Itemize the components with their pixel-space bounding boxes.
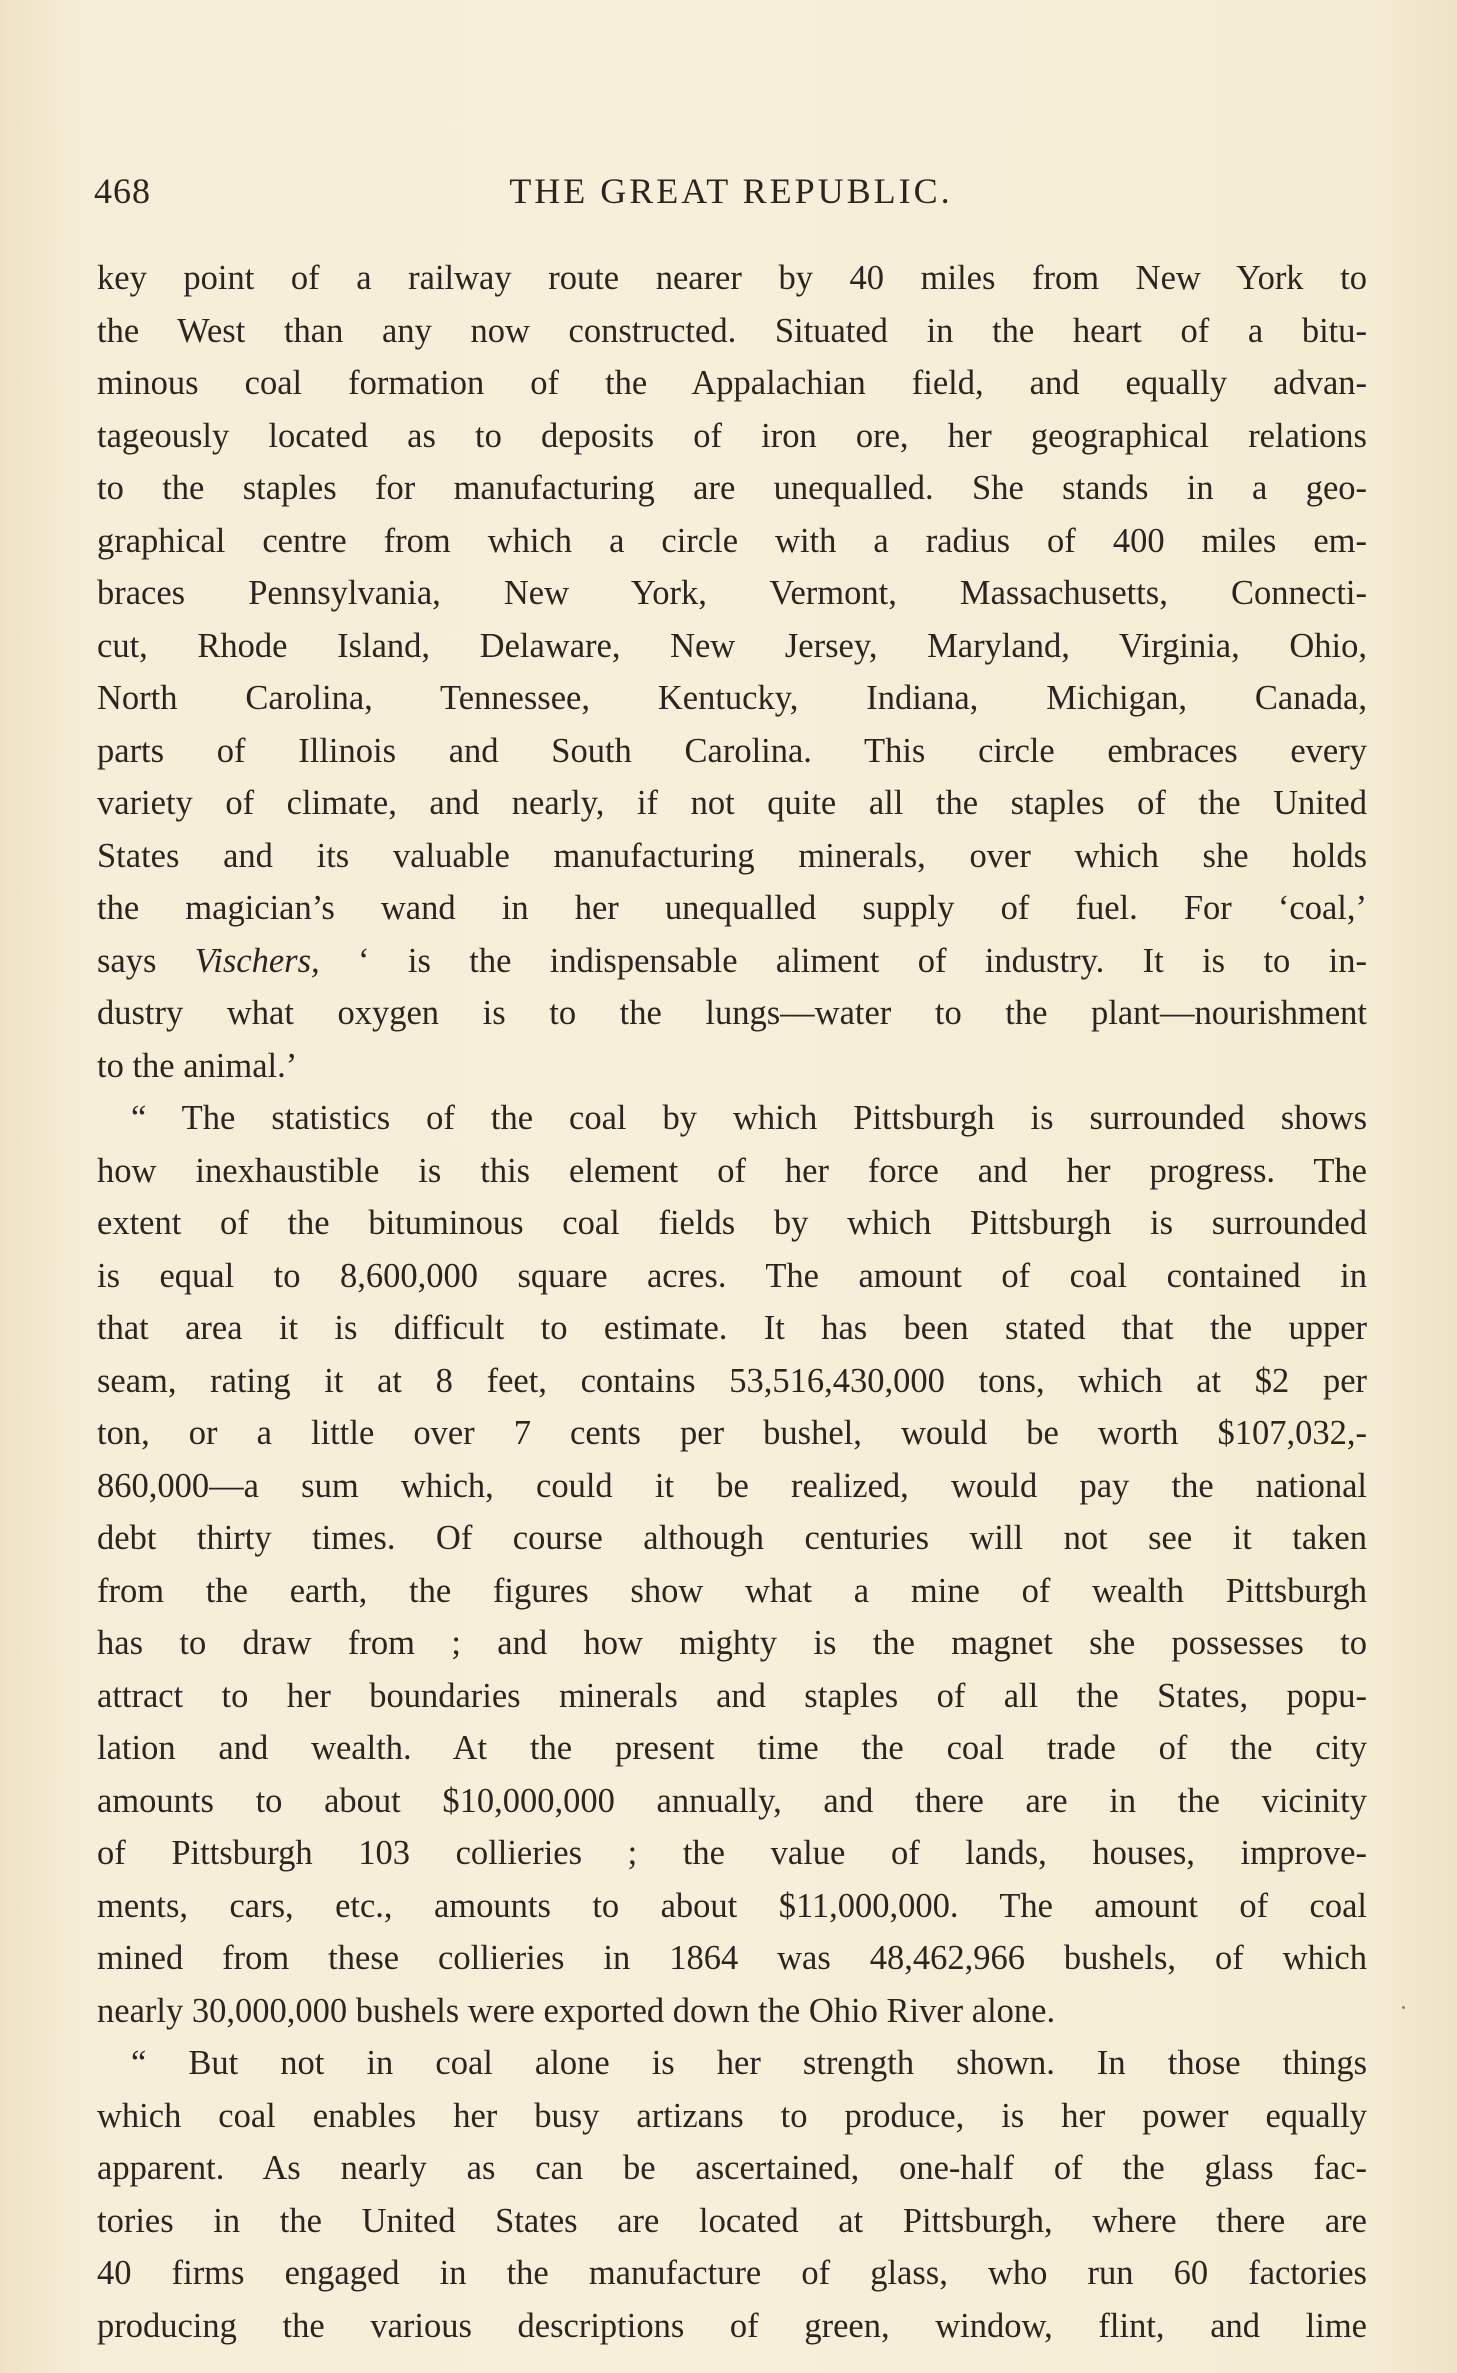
text-line: nearly 30,000,000 bushels were exported down the Ohio River alone.	[97, 1991, 1056, 2030]
text-line: that area it is difficult to estimate. It has been stated that the upper	[97, 1309, 1367, 1347]
margin-speck-mark	[1402, 2006, 1405, 2009]
text-line: States and its valuable manufacturing minerals, over which she holds	[97, 836, 1367, 875]
text-line: how inexhaustible is this element of her force and her progress. The	[97, 1151, 1367, 1190]
running-head: THE GREAT REPUBLIC.	[509, 171, 953, 211]
text-run: ‘ is the indispensable aliment of industry. It is to in-	[319, 941, 1367, 980]
text-line: producing the various descriptions of green, window, flint, and lime	[97, 2306, 1367, 2345]
text-run: says	[97, 941, 195, 980]
text-line: has to draw from ; and how mighty is the magnet she possesses to	[97, 1624, 1367, 1662]
paragraph-first-line: “ The statistics of the coal by which Pittsburgh is surrounded shows	[131, 1099, 1367, 1137]
text-line: cut, Rhode Island, Delaware, New Jersey, Maryland, Virginia, Ohio,	[97, 626, 1367, 665]
text-line: tageously located as to deposits of iron ore, her geographical relations	[97, 416, 1367, 455]
text-line: to the staples for manufacturing are unequalled. She stands in a geo-	[97, 469, 1367, 507]
text-line: 40 firms engaged in the manufacture of glass, who run 60 factories	[97, 2254, 1367, 2292]
text-line: ments, cars, etc., amounts to about $11,000,000. The amount of coal	[97, 1886, 1367, 1925]
page-number: 468	[94, 171, 151, 211]
text-line: the magician’s wand in her unequalled supply of fuel. For ‘coal,’	[97, 889, 1367, 927]
text-line: which coal enables her busy artizans to produce, is her power equally	[97, 2096, 1367, 2135]
text-line: mined from these collieries in 1864 was 48,462,966 bushels, of which	[97, 1939, 1367, 1977]
text-line: North Carolina, Tennessee, Kentucky, Indiana, Michigan, Canada,	[97, 679, 1367, 717]
text-line: the West than any now constructed. Situated in the heart of a bitu-	[97, 311, 1367, 350]
text-line: braces Pennsylvania, New York, Vermont, Massachusetts, Connecti-	[97, 574, 1367, 612]
text-line: apparent. As nearly as can be ascertained, one-half of the glass fac-	[97, 2149, 1367, 2187]
text-line: 860,000—a sum which, could it be realized, would pay the national	[97, 1466, 1367, 1505]
paragraph-first-line: “ But not in coal alone is her strength shown. In those things	[131, 2044, 1367, 2082]
text-line: of Pittsburgh 103 collieries ; the value of lands, houses, improve-	[97, 1834, 1367, 1872]
text-line: debt thirty times. Of course although centuries will not see it taken	[97, 1519, 1367, 1557]
text-line: attract to her boundaries minerals and staples of all the States, popu-	[97, 1676, 1367, 1715]
text-line: variety of climate, and nearly, if not quite all the staples of the United	[97, 784, 1367, 822]
text-line: tories in the United States are located at Pittsburgh, where there are	[97, 2201, 1367, 2240]
text-line: lation and wealth. At the present time the coal trade of the city	[97, 1729, 1367, 1767]
text-line: key point of a railway route nearer by 40 miles from New York to	[97, 259, 1367, 297]
text-line: ton, or a little over 7 cents per bushel, would be worth $107,032,-	[97, 1414, 1367, 1452]
text-line: from the earth, the figures show what a mine of wealth Pittsburgh	[97, 1571, 1367, 1610]
text-line: seam, rating it at 8 feet, contains 53,516,430,000 tons, which at $2 per	[97, 1361, 1367, 1400]
text-line: parts of Illinois and South Carolina. This circle embraces every	[97, 731, 1367, 770]
text-line: amounts to about $10,000,000 annually, and there are in the vicinity	[97, 1781, 1367, 1820]
text-line: graphical centre from which a circle with a radius of 400 miles em-	[97, 521, 1367, 560]
body-text	[97, 252, 1367, 2352]
page-header	[94, 170, 1368, 220]
text-line: minous coal formation of the Appalachian field, and equally advan-	[97, 364, 1367, 402]
italic-name: Vischers,	[194, 941, 320, 980]
text-line: to the animal.’	[97, 1046, 298, 1085]
text-line: is equal to 8,600,000 square acres. The amount of coal contained in	[97, 1256, 1367, 1295]
text-line-with-italic	[97, 935, 1367, 988]
text-line: dustry what oxygen is to the lungs—water to the plant—nourishment	[97, 994, 1367, 1032]
text-line: extent of the bituminous coal fields by which Pittsburgh is surrounded	[97, 1204, 1367, 1242]
